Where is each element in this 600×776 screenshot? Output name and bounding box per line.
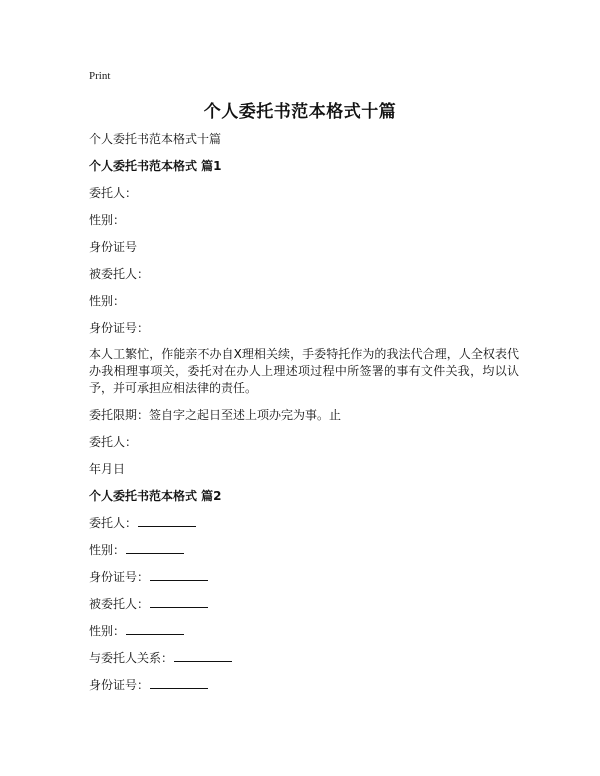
section-2-field-gender: 性别：: [89, 541, 519, 559]
section-1-date: 年月日: [89, 462, 126, 476]
section-2-field-principal: 委托人：: [89, 514, 519, 532]
fill-blank: [150, 595, 208, 608]
section-1-field-agent-id: 身份证号：: [89, 321, 150, 335]
fill-blank: [150, 676, 208, 689]
section-1-heading: 个人委托书范本格式 篇1: [89, 159, 222, 173]
fill-blank: [126, 541, 184, 554]
section-2-heading: 个人委托书范本格式 篇2: [89, 489, 222, 503]
section-2-field-relationship: 与委托人关系：: [89, 649, 519, 667]
section-1-field-gender: 性别：: [89, 213, 126, 227]
document-subtitle: 个人委托书范本格式十篇: [89, 132, 222, 146]
section-1-field-agent: 被委托人：: [89, 267, 150, 281]
section-2-field-agent-id: 身份证号：: [89, 676, 519, 694]
print-label: Print: [89, 70, 111, 82]
section-2-field-agent-gender: 性别：: [89, 622, 519, 640]
section-1-field-id: 身份证号: [89, 240, 138, 254]
fill-blank: [174, 649, 232, 662]
section-1-body: 本人工繁忙，作能亲不办自X理相关续，手委特托作为的我法代合理，人全权表代办我相理事项关，委托对在办人上理述项过程中所签署的事有文件关我，均以认予，并可承担应相法律的责任。: [89, 347, 519, 395]
fill-blank: [150, 568, 208, 581]
section-1-field-agent-gender: 性别：: [89, 294, 126, 308]
section-2-field-agent: 被委托人：: [89, 595, 519, 613]
section-1-field-principal: 委托人：: [89, 186, 138, 200]
section-2-field-id: 身份证号：: [89, 568, 519, 586]
document-body: [89, 130, 519, 703]
fill-blank: [126, 622, 184, 635]
section-1-term: 委托限期：签自字之起日至述上项办完为事。止: [89, 408, 342, 422]
fill-blank: [138, 514, 196, 527]
section-1-signature: 委托人：: [89, 435, 138, 449]
document-title: 个人委托书范本格式十篇: [203, 102, 397, 122]
